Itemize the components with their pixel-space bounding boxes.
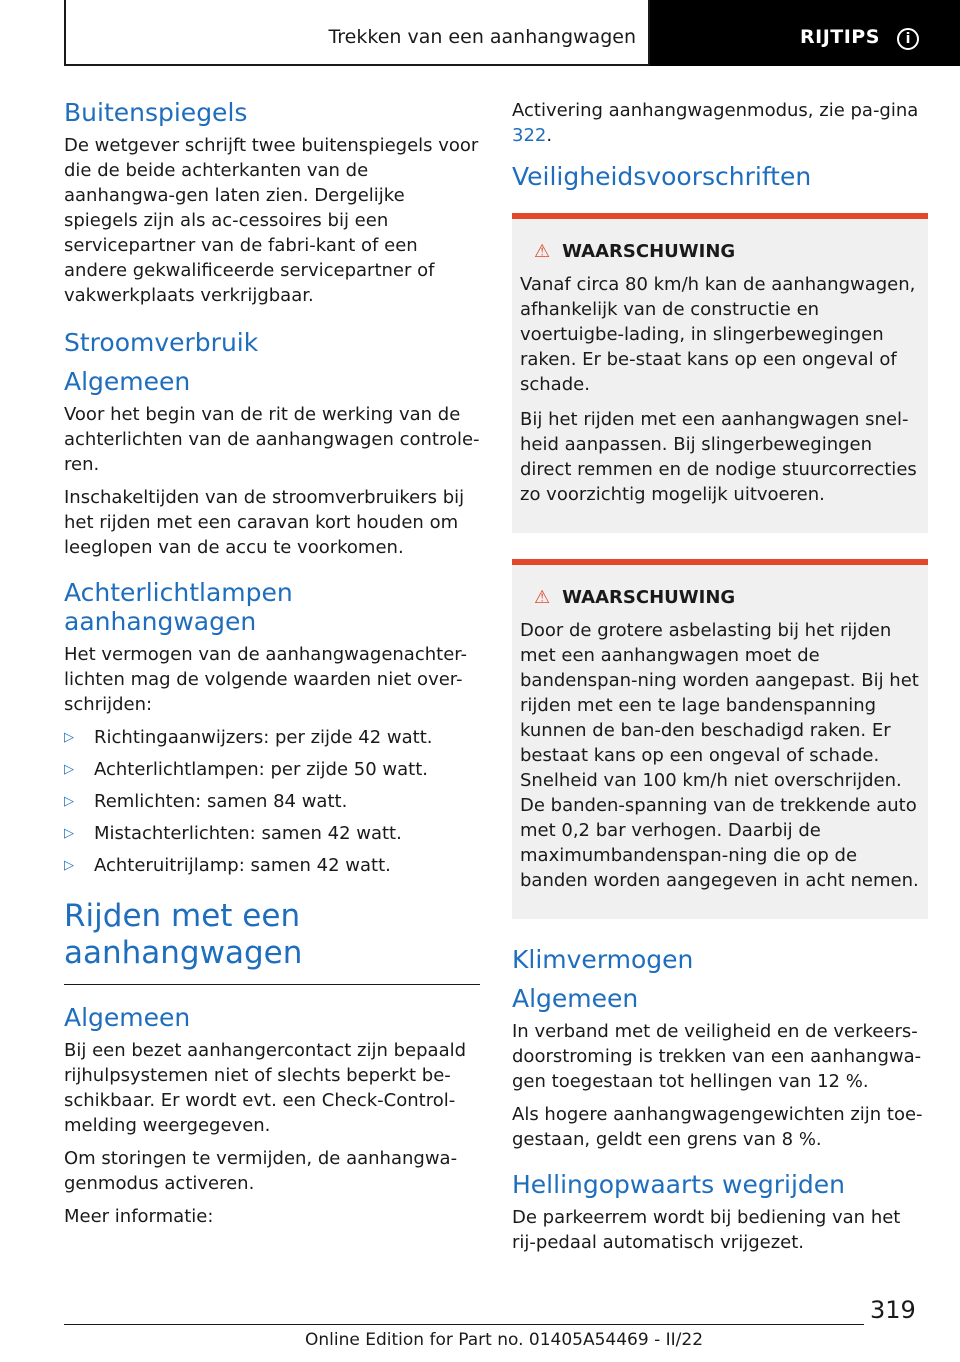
section-rule: [64, 984, 480, 985]
heading-stroomverbruik: Stroomverbruik: [64, 328, 259, 357]
header-section-title: Trekken van een aanhangwagen: [328, 26, 636, 48]
paragraph-algemeen-rijden-2: Om storingen te vermijden, de aanhangwa-genmodus activeren.: [64, 1148, 458, 1194]
info-icon: i: [897, 28, 919, 50]
paragraph-algemeen-rijden-1: Bij een bezet aanhangercontact zijn bepaald rijhulpsystemen niet of slechts beperkt be-schikbaar. Er wordt evt. een Check-Control-melding weergegeven.: [64, 1040, 467, 1136]
heading-klimvermogen: Klimvermogen: [512, 945, 694, 974]
heading-algemeen-klim: Algemeen: [512, 984, 639, 1013]
heading-veiligheidsvoorschriften: Veiligheidsvoorschriften: [512, 162, 812, 191]
header-chapter-title: RIJTIPS: [800, 26, 880, 48]
warning-label: WAARSCHUWING: [562, 587, 736, 608]
warning-1-paragraph-1: Vanaf circa 80 km/h kan de aanhangwagen, afhankelijk van de constructie en voertuigbe-lading, in slingerbewegingen raken. Er be-staat kans op een ongeval of schade.: [520, 274, 916, 395]
paragraph-algemeen-stroom-2: Inschakeltijden van de stroomverbruikers bij het rijden met een caravan kort houden om leeglopen van de accu te voorkomen.: [64, 487, 465, 558]
bullet-triangle-icon: ▷: [64, 762, 74, 777]
warning-label: WAARSCHUWING: [562, 241, 736, 262]
page-header: [0, 0, 960, 66]
heading-algemeen-rijden: Algemeen: [64, 1003, 191, 1032]
heading-achterlichtlampen: Achterlichtlampen aanhangwagen: [64, 578, 293, 636]
warning-triangle-icon: ⚠: [534, 241, 551, 262]
header-underline: [64, 64, 650, 66]
list-item: ▷ Richtingaanwijzers: per zijde 42 watt.: [64, 727, 433, 748]
warning-1-paragraph-2: Bij het rijden met een aanhangwagen snel-heid aanpassen. Bij slingerbewegingen direct remmen en de nodige stuurcorrecties zo voorzichtig mogelijk uitvoeren.: [520, 409, 917, 505]
footer-edition: Online Edition for Part no. 01405A54469 - II/22: [305, 1330, 704, 1350]
warning-box-2: [512, 559, 928, 919]
list-item: ▷ Achteruitrijlamp: samen 42 watt.: [64, 855, 391, 876]
heading-buitenspiegels: Buitenspiegels: [64, 98, 248, 127]
warning-2-paragraph-1: Door de grotere asbelasting bij het rijden met een aanhangwagen moet de bandenspan-ning worden aangepast. Bij het rijden met een te lage bandenspanning kunnen de ban-den beschadigd raken. Er bestaat kans op een ongeval of schade. Snelheid van 100 km/h niet overschrijden. De banden-spanning van de trekkende auto met 0,2 bar verhogen. Daarbij de maximumbandenspan-ning die op de banden worden aangegeven in acht nemen.: [520, 620, 919, 891]
left-column: [64, 98, 480, 1237]
right-column: [512, 98, 928, 1263]
paragraph-algemeen-klim-1: In verband met de veiligheid en de verkeers-doorstroming is trekken van een aanhangwa-gen toegestaan tot hellingen van 12 %.: [512, 1021, 922, 1092]
paragraph-algemeen-klim-2: Als hogere aanhangwagengewichten zijn toe-gestaan, geldt een grens van 8 %.: [512, 1104, 923, 1150]
bullet-triangle-icon: ▷: [64, 730, 74, 745]
warning-triangle-icon: ⚠: [534, 587, 551, 608]
heading-algemeen-stroom: Algemeen: [64, 367, 191, 396]
list-item: ▷ Achterlichtlampen: per zijde 50 watt.: [64, 759, 428, 780]
bullet-list-wattage: [64, 725, 480, 878]
paragraph-algemeen-rijden-3: Meer informatie:: [64, 1206, 214, 1227]
page-number: 319: [870, 1296, 916, 1324]
heading-rijden-met-aanhangwagen: Rijden met een aanhangwagen: [64, 898, 303, 971]
bullet-triangle-icon: ▷: [64, 826, 74, 841]
footer-rule: [64, 1324, 864, 1325]
bullet-triangle-icon: ▷: [64, 794, 74, 809]
bullet-triangle-icon: ▷: [64, 858, 74, 873]
heading-hellingopwaarts: Hellingopwaarts wegrijden: [512, 1170, 845, 1199]
paragraph-buitenspiegels: De wetgever schrijft twee buitenspiegels voor die de beide achterkanten van de aanhangwa-gen laten zien. Dergelijke spiegels zijn als ac-cessoires bij een servicepartner van de fabri-kant of een andere gekwalificeerde servicepartner of vakwerkplaats verkrijgbaar.: [64, 135, 479, 306]
paragraph-achterlichtlampen: Het vermogen van de aanhangwagenachter-lichten mag de volgende waarden niet over-schrijden:: [64, 644, 468, 715]
paragraph-activering: Activering aanhangwagenmodus, zie pa-gina 322.: [512, 100, 919, 146]
page-link-322[interactable]: 322: [512, 125, 547, 146]
list-item: ▷ Remlichten: samen 84 watt.: [64, 791, 348, 812]
paragraph-hellingopwaarts: De parkeerrem wordt bij bediening van het rij-pedaal automatisch vrijgezet.: [512, 1207, 901, 1253]
paragraph-algemeen-stroom-1: Voor het begin van de rit de werking van de achterlichten van de aanhangwagen controle-ren.: [64, 404, 480, 475]
warning-box-1: [512, 213, 928, 533]
list-item: ▷ Mistachterlichten: samen 42 watt.: [64, 823, 402, 844]
